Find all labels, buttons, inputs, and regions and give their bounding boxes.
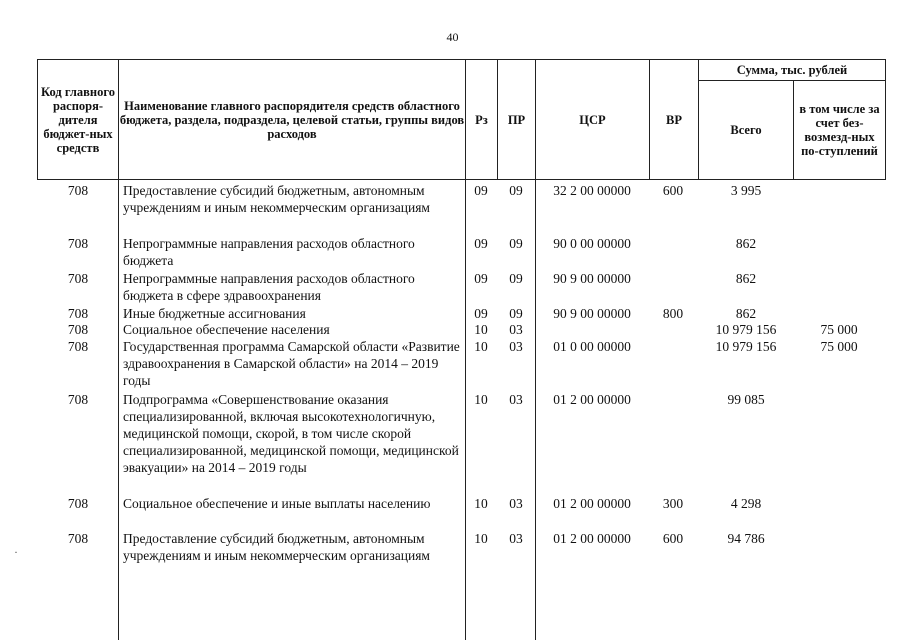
row-csr: 01 2 00 00000 bbox=[553, 531, 631, 546]
row-code: 708 bbox=[67, 392, 89, 407]
row-rz: 09 bbox=[474, 306, 488, 321]
row-pr: 03 bbox=[509, 392, 523, 407]
row-code: 708 bbox=[67, 306, 89, 321]
header-csr: ЦСР bbox=[535, 59, 650, 180]
row-name: Подпрограмма «Совершенствование оказания специализированной, включая высокотехнологичную, медицинской помощи, скорой, в том числе скорой специализированной, медицинской помощи, медицинской эвакуации» на 2014 – 2019 годы bbox=[123, 392, 459, 475]
row-free: 75 000 bbox=[820, 339, 858, 354]
header-pr: ПР bbox=[497, 59, 536, 180]
row-csr: 01 2 00 00000 bbox=[553, 496, 631, 511]
row-total: 99 085 bbox=[727, 392, 765, 407]
row-code: 708 bbox=[67, 531, 89, 546]
row-total: 4 298 bbox=[730, 496, 762, 511]
row-total: 10 979 156 bbox=[715, 322, 777, 337]
row-total: 862 bbox=[735, 236, 757, 251]
row-rz: 09 bbox=[474, 271, 488, 286]
scan-mark: · bbox=[14, 545, 18, 559]
row-vr: 300 bbox=[662, 496, 684, 511]
header-sum: Сумма, тыс. рублей bbox=[698, 59, 886, 81]
row-vr: 800 bbox=[662, 306, 684, 321]
row-name: Предоставление субсидий бюджетным, автономным учреждениям и иным некоммерческим организациям bbox=[123, 531, 430, 563]
row-pr: 09 bbox=[509, 271, 523, 286]
row-code: 708 bbox=[67, 236, 89, 251]
page-number: 40 bbox=[446, 30, 459, 44]
row-vr: 600 bbox=[662, 531, 684, 546]
row-pr: 03 bbox=[509, 496, 523, 511]
row-code: 708 bbox=[67, 339, 89, 354]
row-csr: 90 9 00 00000 bbox=[553, 271, 631, 286]
row-total: 3 995 bbox=[730, 183, 762, 198]
row-code: 708 bbox=[67, 496, 89, 511]
row-csr: 90 9 00 00000 bbox=[553, 306, 631, 321]
row-pr: 09 bbox=[509, 236, 523, 251]
row-name: Предоставление субсидий бюджетным, автономным учреждениям и иным некоммерческим организациям bbox=[123, 183, 430, 215]
header-rz: Рз bbox=[465, 59, 498, 180]
row-name: Государственная программа Самарской области «Развитие здравоохранения в Самарской области» на 2014 – 2019 годы bbox=[123, 339, 460, 388]
header-total: Всего bbox=[698, 80, 794, 180]
row-total: 10 979 156 bbox=[715, 339, 777, 354]
row-code: 708 bbox=[67, 271, 89, 286]
row-csr: 90 0 00 00000 bbox=[553, 236, 631, 251]
header-incl: в том числе за счет без-возмезд-ных по-ступлений bbox=[793, 80, 886, 180]
row-code: 708 bbox=[67, 322, 89, 337]
row-code: 708 bbox=[67, 183, 89, 198]
row-rz: 10 bbox=[474, 392, 488, 407]
row-rz: 10 bbox=[474, 531, 488, 546]
row-csr: 32 2 00 00000 bbox=[553, 183, 631, 198]
row-total: 94 786 bbox=[727, 531, 765, 546]
row-vr: 600 bbox=[662, 183, 684, 198]
row-rz: 10 bbox=[474, 339, 488, 354]
row-total: 862 bbox=[735, 271, 757, 286]
row-name: Социальное обеспечение населения bbox=[123, 322, 330, 337]
row-name: Непрограммные направления расходов областного бюджета bbox=[123, 236, 415, 268]
row-rz: 10 bbox=[474, 322, 488, 337]
row-name: Социальное обеспечение и иные выплаты населению bbox=[123, 496, 431, 511]
row-rz: 09 bbox=[474, 236, 488, 251]
row-csr: 01 2 00 00000 bbox=[553, 392, 631, 407]
column-divider bbox=[118, 180, 119, 640]
row-csr: 01 0 00 00000 bbox=[553, 339, 631, 354]
header-vr: ВР bbox=[649, 59, 699, 180]
row-pr: 09 bbox=[509, 306, 523, 321]
header-name: Наименование главного распорядителя средств областного бюджета, раздела, подраздела, целевой статьи, группы видов расходов bbox=[118, 59, 466, 180]
row-rz: 09 bbox=[474, 183, 488, 198]
row-pr: 03 bbox=[509, 531, 523, 546]
row-pr: 09 bbox=[509, 183, 523, 198]
row-total: 862 bbox=[735, 306, 757, 321]
row-free: 75 000 bbox=[820, 322, 858, 337]
row-name: Непрограммные направления расходов областного бюджета в сфере здравоохранения bbox=[123, 271, 415, 303]
row-name: Иные бюджетные ассигнования bbox=[123, 306, 306, 321]
row-pr: 03 bbox=[509, 322, 523, 337]
row-rz: 10 bbox=[474, 496, 488, 511]
header-code: Код главного распоря-дителя бюджет-ных средств bbox=[37, 59, 119, 180]
row-pr: 03 bbox=[509, 339, 523, 354]
